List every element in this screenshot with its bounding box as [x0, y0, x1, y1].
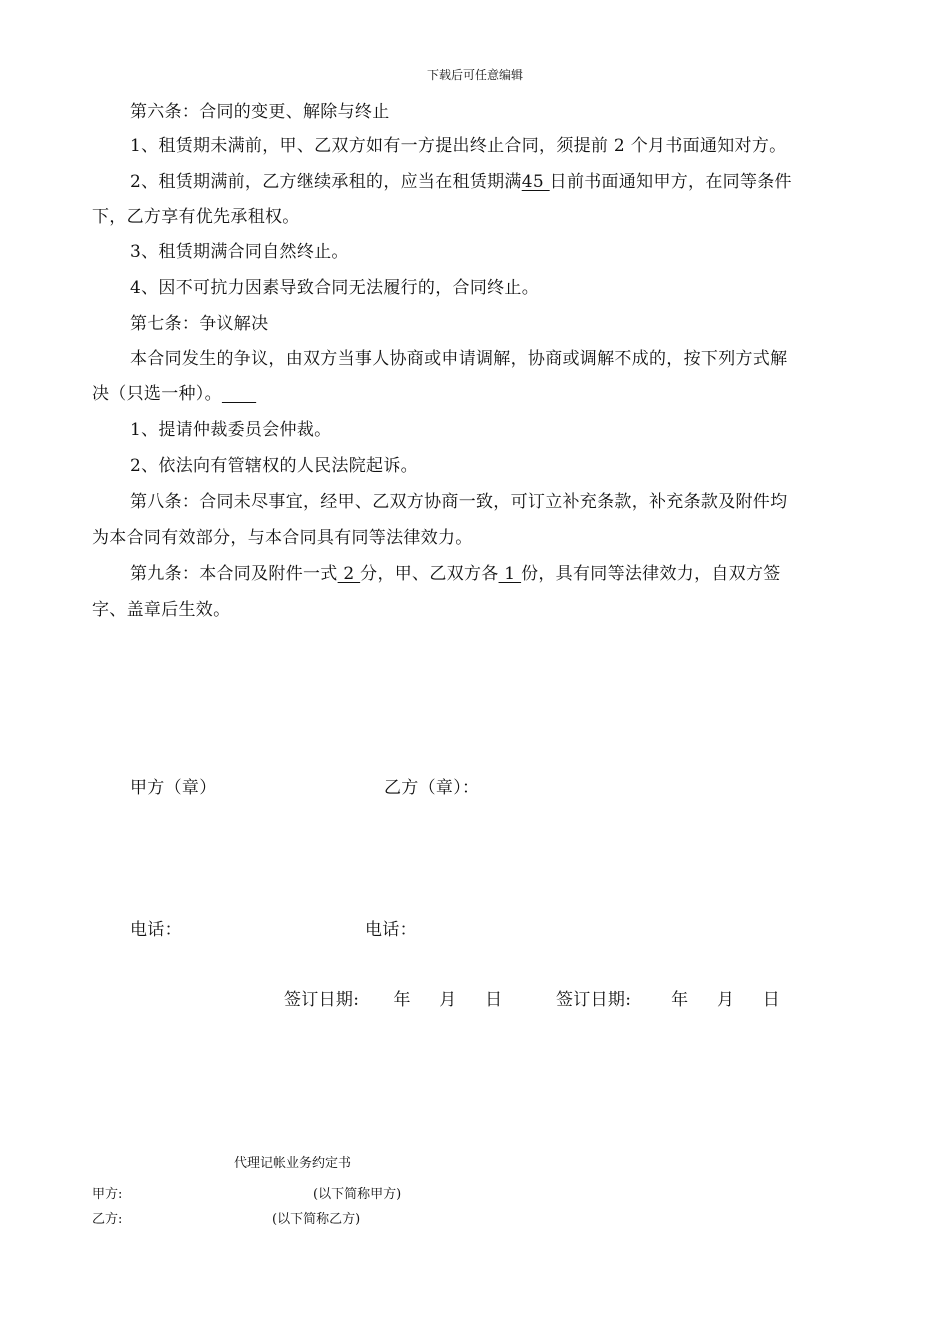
clause6-title: 第六条：合同的变更、解除与终止: [130, 102, 390, 122]
clause6-item2-cont: 下，乙方享有优先承租权。: [92, 207, 300, 227]
party-b-phone-label: 电话：: [365, 920, 417, 940]
party-a-phone-label: 电话：: [130, 920, 182, 940]
clause7-item1: 1、提请仲裁委员会仲裁。: [130, 420, 332, 440]
clause6-item2: [130, 170, 792, 194]
clause9-text-cont: 字、盖章后生效。: [92, 600, 231, 620]
next-doc-party-a-note: (以下简称甲方): [313, 1187, 402, 1202]
clause6-item4: 4、因不可抗力因素导致合同无法履行的，合同终止。: [130, 278, 540, 298]
clause6-item2-part-b: 日前书面通知甲方，在同等条件: [549, 172, 792, 192]
page-header: 下载后可任意编辑: [426, 68, 523, 82]
next-doc-party-b-note: (以下简称乙方): [272, 1212, 361, 1227]
clause8-text-cont: 为本合同有效部分，与本合同具有同等法律效力。: [92, 528, 473, 548]
notice-days-field: 45: [521, 172, 550, 192]
party-a-sign-date: 签订日期: 年 月 日: [284, 990, 503, 1010]
clause7-text-cont: [92, 382, 256, 406]
clause8-text: 第八条：合同未尽事宜，经甲、乙双方协商一致，可订立补充条款，补充条款及附件均: [130, 492, 788, 512]
next-doc-party-a: 甲方:: [92, 1187, 123, 1202]
clause9-part-c: 份，具有同等法律效力，自双方签: [521, 564, 781, 584]
clause6-item2-part-a: 2、租赁期满前，乙方继续承租的，应当在租赁期满: [130, 172, 522, 192]
party-a-seal-label: 甲方（章）: [130, 778, 217, 798]
clause6-item3: 3、租赁期满合同自然终止。: [130, 242, 349, 262]
clause9-part-a: 第九条：本合同及附件一式: [130, 564, 338, 584]
dispute-choice-blank: [222, 384, 256, 404]
clause6-item1: 1、租赁期未满前，甲、乙双方如有一方提出终止合同，须提前 2 个月书面通知对方。: [130, 136, 787, 156]
clause7-title: 第七条：争议解决: [130, 314, 269, 334]
clause7-text: 本合同发生的争议，由双方当事人协商或申请调解，协商或调解不成的，按下列方式解: [130, 349, 788, 369]
next-doc-title: 代理记帐业务约定书: [234, 1156, 352, 1171]
next-doc-party-b: 乙方:: [92, 1212, 123, 1227]
each-copies-field: 1: [498, 564, 522, 584]
party-b-seal-label: 乙方（章）：: [384, 778, 480, 798]
clause7-text-b: 决（只选一种）。: [92, 384, 222, 404]
copies-field: 2: [337, 564, 361, 584]
party-b-sign-date: 签订日期: 年 月 日: [556, 990, 781, 1010]
clause9-part-b: 分，甲、乙双方各: [360, 564, 499, 584]
clause7-item2: 2、依法向有管辖权的人民法院起诉。: [130, 456, 418, 476]
clause9-text: [130, 562, 781, 586]
